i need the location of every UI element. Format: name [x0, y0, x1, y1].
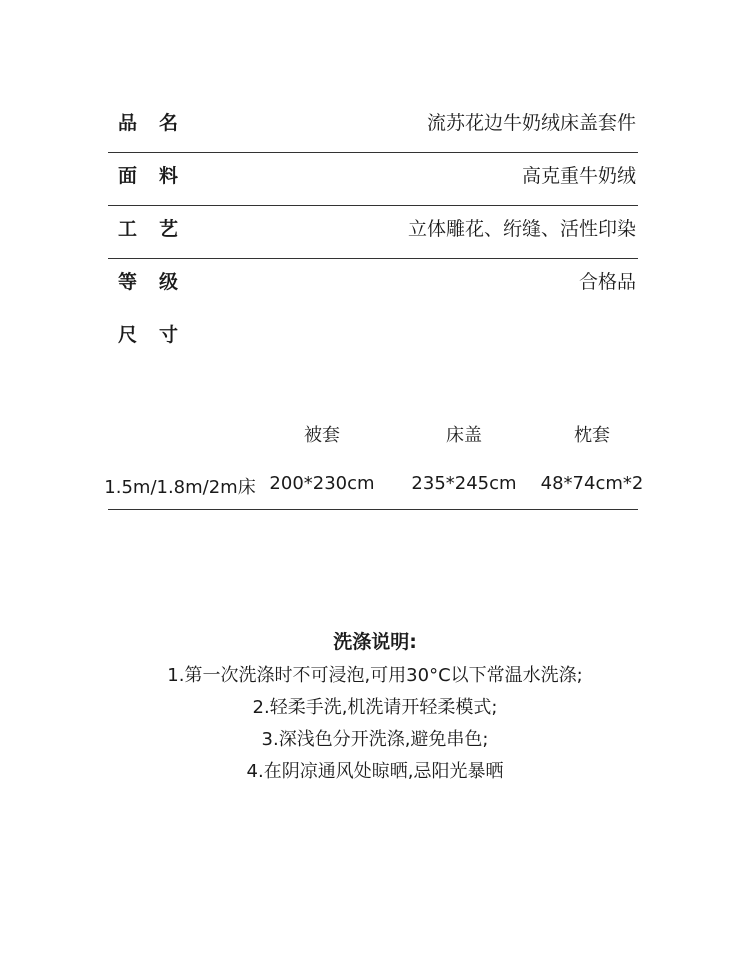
- spec-row-grade: [108, 259, 638, 312]
- size-table-header: 被套: [304, 425, 340, 446]
- spec-value: 高克重牛奶绒: [521, 165, 636, 187]
- size-table-cell: 235*245cm: [411, 473, 517, 494]
- size-table-cell: 48*74cm*2: [540, 473, 644, 494]
- spec-value: 流苏花边牛奶绒床盖套件: [426, 112, 636, 134]
- care-line: 1.第一次洗涤时不可浸泡,可用30°C以下常温水洗涤;: [167, 665, 583, 686]
- spec-label: 工艺: [118, 218, 201, 240]
- spec-label: 面料: [118, 165, 201, 187]
- spec-value: 合格品: [578, 271, 636, 293]
- size-table-header: 枕套: [574, 425, 610, 446]
- spec-label: 等级: [118, 271, 201, 293]
- spec-row-product-name: [108, 100, 638, 153]
- spec-row-craft: [108, 206, 638, 259]
- size-table-cell: 200*230cm: [269, 473, 375, 494]
- size-table: [104, 405, 644, 510]
- spec-row-size: [108, 312, 638, 365]
- spec-row-fabric: [108, 153, 638, 206]
- spec-label: 尺寸: [118, 324, 201, 346]
- size-table-cell: 1.5m/1.8m/2m床: [104, 477, 256, 498]
- care-line: 4.在阴凉通风处晾晒,忌阳光暴晒: [246, 761, 504, 782]
- spec-label: 品名: [118, 112, 201, 134]
- size-table-header: 床盖: [446, 425, 482, 446]
- care-title: 洗涤说明:: [333, 631, 417, 653]
- care-line: 2.轻柔手洗,机洗请开轻柔模式;: [252, 697, 498, 718]
- spec-value: 立体雕花、绗缝、活性印染: [407, 218, 636, 240]
- care-line: 3.深浅色分开洗涤,避免串色;: [261, 729, 489, 750]
